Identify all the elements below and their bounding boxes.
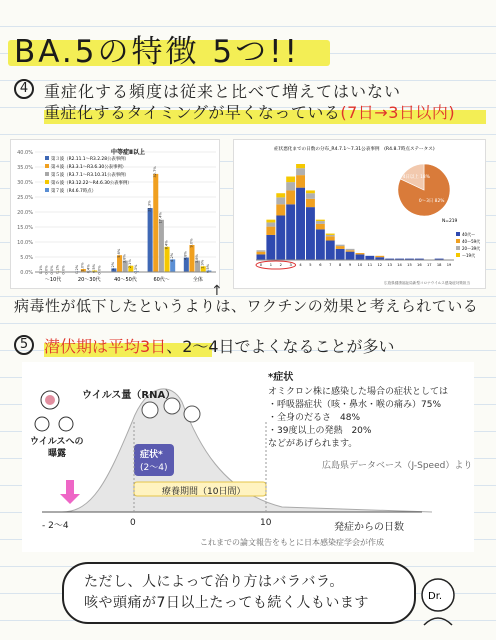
sample-size-label: N=219 — [442, 219, 458, 224]
data-label: 0.3% — [133, 264, 138, 274]
data-label: 8.4% — [164, 240, 169, 250]
data-label: 1.0% — [80, 262, 85, 272]
x-tick-label: 60代〜 — [153, 277, 170, 283]
histogram-bar — [306, 199, 315, 207]
data-label: 0.0% — [97, 265, 102, 275]
chart-title: 中等症Ⅱ以上 — [111, 149, 145, 156]
legend-label: 〜19代 — [462, 253, 476, 258]
person-icon — [59, 417, 73, 431]
up-arrow-icon: ↑ — [211, 283, 223, 299]
legend-swatch — [45, 156, 49, 160]
data-label: 2.1% — [128, 259, 133, 269]
data-label: 9.0% — [189, 238, 194, 248]
exposure-label-2: 曝露 — [48, 449, 67, 459]
data-label: 0.2% — [75, 264, 80, 274]
doctor-icon — [418, 575, 464, 627]
legend-swatch — [45, 180, 49, 184]
histogram-bar — [286, 182, 295, 190]
legend-swatch — [456, 232, 460, 236]
x-tick-label: 14 — [397, 263, 402, 267]
histogram-bar — [266, 220, 275, 223]
x-tick-label: 12 — [377, 263, 383, 267]
section-4-line-2-text: 重症化するタイミングが早くなっている — [44, 103, 341, 122]
symptom-item: ・呼吸器症状（咳・鼻水・喉の痛み）75% — [268, 400, 442, 410]
x-tick-label: 19 — [446, 263, 452, 267]
data-label: 4.8% — [183, 251, 188, 261]
data-label: 0.1% — [38, 265, 43, 275]
histogram-bar — [286, 190, 295, 204]
histogram-bar — [336, 245, 345, 246]
histogram-bar — [257, 254, 266, 260]
legend-label: 第３波（R2.11.1〜R3.2.28公表事例） — [51, 157, 129, 162]
legend-label: 第７波（R4.6.7時点） — [51, 189, 96, 194]
pie-label: 0〜3日 82% — [418, 199, 445, 205]
axis-tick-minus: - 2〜4 — [42, 521, 69, 531]
legend-label: 第４波（R3.3.1〜R3.6.30公表事例） — [51, 165, 127, 170]
bar — [148, 208, 153, 272]
recovery-label: 療養期間（10日間） — [162, 487, 246, 497]
data-label: 0.2% — [55, 264, 60, 274]
y-tick-label: 40.0% — [17, 150, 33, 156]
histogram-bar — [276, 215, 285, 260]
histogram-bar — [257, 252, 266, 255]
histogram-bar — [276, 204, 285, 215]
histogram-bar — [286, 204, 295, 260]
x-tick-label: 8 — [339, 263, 342, 267]
x-tick-label: 13 — [387, 263, 392, 267]
bar — [153, 174, 158, 272]
source-label: 広島県健康福祉局新型コロナウイルス感染症対策担当 — [384, 281, 471, 285]
symptoms-source: 広島県データベース（J-Speed）より — [322, 461, 473, 471]
data-label: 1.9% — [200, 259, 205, 269]
legend-swatch — [45, 172, 49, 176]
symptoms-outro: などがあげられます。 — [268, 439, 358, 449]
x-tick-label: 0 — [259, 263, 263, 267]
y-tick-label: 20.0% — [17, 210, 33, 216]
pie-label: 4日以上 18% — [402, 174, 430, 180]
doctor-label: Dr. — [428, 591, 443, 602]
severity-rate-chart-svg — [11, 140, 221, 290]
brain-icon — [45, 395, 55, 405]
bubble-line-2: 咳や頭痛が7日以上たっても続く人もいます — [84, 595, 369, 611]
x-tick-label: 16 — [417, 263, 422, 267]
legend-swatch — [45, 188, 49, 192]
x-tick-label: 10 — [357, 263, 363, 267]
bar — [159, 220, 164, 272]
x-tick-label: 11 — [367, 263, 373, 267]
data-label: 4.2% — [169, 252, 174, 262]
section-5-number: 5 — [14, 335, 34, 355]
vaccine-note: 病毒性が低下したというよりは、ワクチンの効果と考えられている — [14, 297, 479, 315]
x-tick-label: 20〜30代 — [77, 277, 101, 283]
legend-swatch — [456, 253, 460, 257]
x-tick-label: 3 — [289, 263, 292, 267]
virus-load-label: ウイルス量（RNA） — [82, 390, 176, 401]
x-tick-label: 17 — [426, 263, 432, 267]
x-tick-label: 6 — [319, 263, 322, 267]
histogram-bar — [276, 193, 285, 197]
legend-swatch — [456, 239, 460, 243]
sick-person-icon — [142, 402, 158, 418]
data-label: 5.6% — [116, 248, 121, 258]
data-label: 3.8% — [122, 254, 127, 264]
symptoms-intro: オミクロン株に感染した場合の症状としては — [268, 387, 449, 397]
histogram-bar — [336, 249, 345, 260]
legend-label: 第５波（R3.7.1〜R3.10.31公表事例） — [51, 173, 129, 178]
y-tick-label: 15.0% — [17, 225, 33, 231]
legend-label: 40〜59代 — [462, 239, 481, 244]
data-label: 0.0% — [61, 265, 66, 275]
legend-label: 20〜39代 — [462, 246, 481, 251]
days-to-worsening-chart-svg — [234, 140, 487, 290]
histogram-bar — [326, 236, 335, 240]
x-tick-label: 2 — [279, 263, 282, 267]
symptom-item: ・全身のだるさ 48% — [268, 413, 361, 423]
histogram-bar — [296, 175, 305, 188]
axis-title: 発症からの日数 — [334, 522, 404, 533]
symptom-item: ・39度以上の発熱 20% — [268, 426, 372, 436]
histogram-bar — [346, 252, 355, 260]
y-tick-label: 10.0% — [17, 240, 33, 246]
histogram-bar — [306, 193, 315, 199]
y-tick-label: 35.0% — [17, 165, 33, 171]
histogram-bar — [266, 222, 275, 226]
y-tick-label: 30.0% — [17, 180, 33, 186]
histogram-bar — [316, 224, 325, 230]
exposure-arrow-stem — [66, 480, 74, 494]
infographic-caption: これまでの論文報告をもとに日本感染症学会が作成 — [200, 538, 384, 547]
x-tick-label: 〜10代 — [44, 277, 62, 283]
histogram-bar — [306, 190, 315, 193]
bar — [189, 245, 194, 272]
histogram-bar — [356, 254, 365, 260]
histogram-bar — [316, 220, 325, 221]
section-5-highlight-text: 潜伏期は平均3日 — [44, 337, 167, 356]
histogram-bar — [296, 164, 305, 168]
x-tick-label: 5 — [309, 263, 312, 267]
x-tick-label: 18 — [436, 263, 442, 267]
data-label: 1.2% — [111, 261, 116, 271]
data-label: 0.0% — [44, 265, 49, 275]
histogram-bar — [306, 207, 315, 260]
severity-rate-chart — [10, 139, 220, 289]
chart-title: 症状悪化までの日数の分布_R4.7.1〜7.31公表事例 (R4.8.7時点ステータス) — [274, 147, 435, 152]
x-tick-label: 1 — [269, 263, 272, 267]
x-tick-label: 9 — [348, 263, 352, 267]
y-tick-label: 25.0% — [17, 195, 33, 201]
symptom-range: (2〜4) — [140, 463, 168, 473]
page-title: BA.5の特徴 5つ!! — [14, 34, 300, 70]
x-tick-label: 4 — [299, 263, 302, 267]
histogram-bar — [316, 229, 325, 260]
x-tick-label: 全体 — [192, 277, 203, 283]
histogram-bar — [276, 197, 285, 204]
histogram-bar — [296, 168, 305, 175]
x-tick-label: 7 — [329, 263, 332, 267]
histogram-bar — [346, 249, 355, 250]
bubble-line-1: ただし、人によって治り方はバラバラ。 — [84, 574, 344, 590]
legend-label: 第６波（R3.12.22〜R4.6.30公表事例） — [51, 181, 132, 186]
axis-tick-0: 0 — [130, 518, 136, 528]
axis-tick-10: 10 — [260, 518, 272, 528]
symptoms-title: *症状 — [268, 372, 294, 383]
histogram-bar — [266, 227, 275, 235]
y-tick-label: 5.0% — [20, 255, 33, 261]
data-label: 32.7% — [153, 166, 158, 178]
histogram-bar — [365, 256, 374, 260]
histogram-bar — [266, 235, 275, 260]
histogram-bar — [356, 253, 365, 254]
data-label: 0.5% — [206, 263, 211, 274]
data-label: 0.5% — [91, 263, 96, 274]
histogram-bar — [316, 221, 325, 224]
x-tick-label: 40〜50代 — [114, 277, 137, 283]
histogram-bar — [336, 246, 345, 249]
exposure-label-1: ウイルスへの — [30, 437, 84, 447]
histogram-bar — [257, 250, 266, 251]
data-label: 3.8% — [194, 254, 199, 264]
symptom-label: 症状* — [140, 450, 163, 460]
section-4-line-1: 重症化する頻度は従来と比べて増えてはいない — [44, 82, 402, 101]
incubation-infographic — [22, 362, 474, 552]
histogram-bar — [326, 235, 335, 236]
data-label: 0.0% — [50, 265, 55, 275]
histogram-bar — [375, 256, 384, 257]
histogram-bar — [296, 188, 305, 260]
data-label: 17.4% — [158, 212, 163, 224]
section-5-text — [44, 334, 395, 357]
legend-swatch — [456, 246, 460, 250]
x-tick-label: 15 — [407, 263, 412, 267]
legend-swatch — [45, 164, 49, 168]
histogram-bar — [346, 250, 355, 251]
legend-label: 40代〜 — [462, 232, 476, 237]
section-4-line-2-red: (7日→3日以内) — [340, 103, 456, 122]
section-5-rest-text: 、2〜4日でよくなることが多い — [166, 337, 395, 356]
data-label: 21.3% — [147, 200, 152, 212]
sick-person-icon — [184, 406, 200, 422]
histogram-bar — [326, 234, 335, 235]
histogram-bar — [286, 177, 295, 183]
section-4-number: 4 — [14, 79, 34, 99]
data-label: 0.4% — [86, 264, 91, 274]
exposure-arrow-icon — [60, 494, 80, 504]
section-4-line-2 — [44, 100, 455, 123]
person-icon — [35, 417, 49, 431]
days-to-worsening-chart — [233, 139, 486, 289]
bar — [165, 247, 170, 272]
histogram-bar — [326, 241, 335, 260]
y-tick-label: 0.0% — [20, 270, 33, 276]
